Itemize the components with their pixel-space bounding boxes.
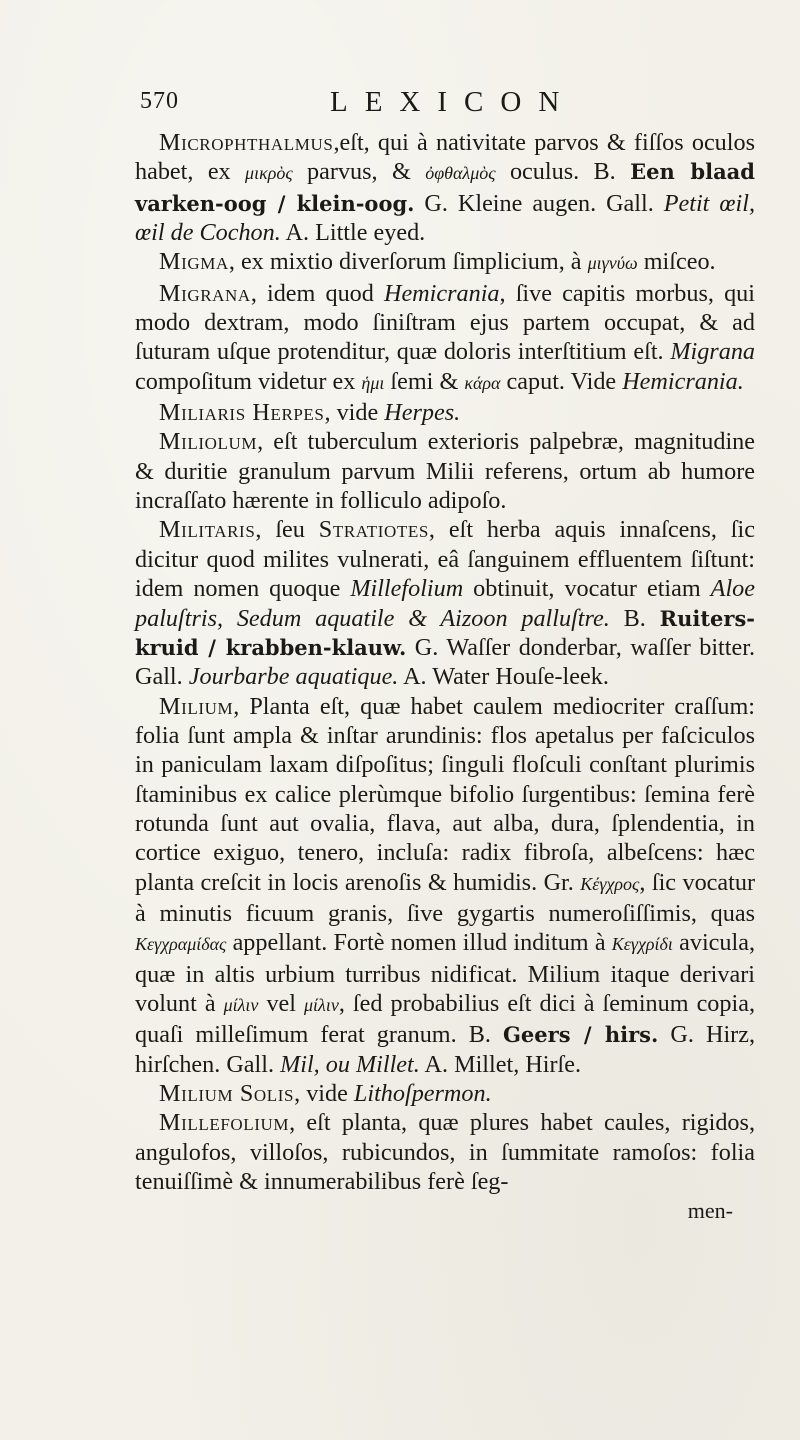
page-number: 570: [140, 88, 179, 114]
entry-text: compoſitum videtur ex: [135, 367, 362, 395]
headword: Migma: [159, 248, 229, 276]
french-term: Jourbarbe aquatique.: [188, 663, 399, 691]
dutch-blackletter: Een blaad varken-oog / klein-oog.: [135, 159, 755, 216]
entry-text: , ex mixtio diverſorum ſimplicium, à: [228, 248, 588, 276]
greek-term: μικρὸς: [245, 163, 293, 184]
page-title: LEXICON: [330, 86, 577, 118]
greek-term: Κεγχραμίδας: [135, 934, 227, 955]
entry-milium: [135, 692, 755, 1079]
headword: Microphthalmus: [159, 129, 334, 156]
lexicon-text: [135, 128, 755, 1226]
entry-text: , ſed probabilius eſt dici à ſeminum copia, quaſi milleſimum ferat granum. B.: [135, 989, 755, 1049]
entry-text: A. Little eyed.: [280, 219, 426, 247]
entry-migrana: [135, 279, 755, 398]
entry-text: , eſt herba aquis innaſcens, ſic dicitur quod milites vulnerati, eâ ſanguinem effluentem ſiſtunt: idem nomen quoque: [135, 516, 755, 603]
entry-text: appellant. Fortè nomen illud inditum à: [226, 929, 612, 957]
greek-term: ὀφθαλμὸς: [425, 163, 496, 184]
cross-reference: Hemicrania.: [622, 367, 744, 395]
entry-text: obtinuit, vocatur etiam: [463, 575, 711, 603]
greek-term: κάρα: [464, 372, 501, 393]
entry-text: , idem quod: [250, 279, 384, 307]
entry-text: A. Millet, Hirſe.: [419, 1050, 582, 1078]
entry-miliolum: [135, 427, 755, 515]
cross-reference: Hemicrania: [383, 279, 500, 307]
dutch-blackletter: Geers / hirs.: [503, 1022, 659, 1048]
entry-text: , vide: [324, 399, 385, 427]
entry-microphthalmus: [135, 128, 755, 247]
dutch-blackletter: Ruiters-kruid / krabben-klauw.: [135, 605, 755, 660]
greek-term: μίλιν: [304, 994, 339, 1015]
headword: Migrana: [159, 279, 251, 307]
entry-miliaris-herpes: [135, 398, 755, 427]
entry-text: , eſt tuberculum exterioris palpebræ, magnitudine & duritie granulum parvum Milii referens, ortum ab humore incraſſato hærente in folliculo adipoſo.: [135, 428, 755, 515]
entry-text: ſemi &: [384, 367, 465, 395]
headword: Milium: [159, 692, 234, 720]
entry-text: miſceo.: [637, 248, 716, 276]
entry-migma: [135, 247, 755, 278]
entry-millefolium: [135, 1108, 755, 1196]
entry-milium-solis: [135, 1079, 755, 1108]
cross-reference: Herpes.: [384, 399, 461, 427]
headword: Miliolum: [159, 428, 258, 456]
entry-text: vel: [258, 989, 305, 1017]
entry-text: A. Water Houſe-leek.: [398, 663, 609, 691]
french-term: Petit œil, œil de Cochon.: [135, 189, 755, 247]
italic-term: Migrana: [670, 338, 755, 366]
entry-text: , vide: [294, 1080, 354, 1107]
running-head: [140, 86, 760, 126]
entry-text: , Planta eſt, quæ habet caulem mediocriter craſſum: folia ſunt ampla & inſtar arundinis: flos apetalus per faſciculos in paniculam laxam diſpoſitus; ſinguli floſculi conſtant plurimis ſtaminibus ex calice plerùmque bifolio ſurgentibus: ſemina ferè rotunda ſunt aut ovalia, flava, aut alba, dura, ſplendentia, in cortice exiguo, tenero, incluſa: radix fibroſa, albeſcens: hæc planta creſcit in locis arenoſis & humidis. Gr.: [135, 692, 755, 896]
entry-militaris: [135, 515, 755, 691]
entry-text: , ſive capitis morbus, qui modo dextram, modo ſiniſtram ejus partem occupat, & ad ſuturam uſque protenditur, quæ doloris interſtitium eſt.: [135, 279, 755, 366]
entry-text: G. Waſſer donderbar, waſſer bitter. Gall.: [135, 633, 755, 691]
entry-text: ,eſt, qui à nativitate parvos & fiſſos oculos habet, ex: [135, 129, 755, 186]
headword-synonym: Stratiotes: [318, 516, 429, 544]
greek-term: Κεγχρίδι: [611, 934, 673, 955]
headword: Miliaris Herpes: [159, 399, 325, 427]
greek-term: μιγνύω: [587, 253, 638, 274]
entry-text: , ſeu: [255, 516, 319, 544]
greek-term: Κέγχρος: [580, 873, 640, 894]
greek-term: ἡμι: [361, 372, 385, 393]
entry-text: G. Hirz, hirſchen. Gall.: [135, 1021, 756, 1078]
entry-text: , ſic vocatur à minutis ficuum granis, ſive gygartis numeroſiſſimis, quas: [135, 868, 756, 927]
entry-text: caput. Vide: [500, 367, 623, 395]
greek-term: μίλιν: [223, 994, 259, 1015]
entry-text: parvus, &: [292, 158, 426, 186]
headword: Militaris: [159, 516, 256, 544]
italic-term: Millefolium: [350, 575, 464, 603]
entry-text: , eſt planta, quæ plures habet caules, rigidos, angulofos, villoſos, rubicundos, in ſummitate ramoſos: folia tenuiſſimè & innumerabilibus ferè ſeg-: [135, 1109, 755, 1196]
headword: Millefolium: [159, 1109, 290, 1137]
entry-text: avicula, quæ in altis urbium turribus nidificat. Milium itaque derivari volunt à: [135, 929, 756, 1017]
cross-reference: Lithoſpermon.: [353, 1080, 492, 1107]
entry-text: G. Kleine augen. Gall.: [414, 189, 664, 217]
french-term: Mil, ou Millet.: [280, 1050, 420, 1078]
entry-text: oculus. B.: [495, 158, 631, 186]
headword: Milium Solis: [159, 1080, 295, 1107]
catchword: men-: [687, 1198, 733, 1224]
italic-term: Aloe paluſtris, Sedum aquatile & Aizoon palluſtre.: [135, 575, 755, 632]
entry-text: B.: [609, 604, 660, 632]
